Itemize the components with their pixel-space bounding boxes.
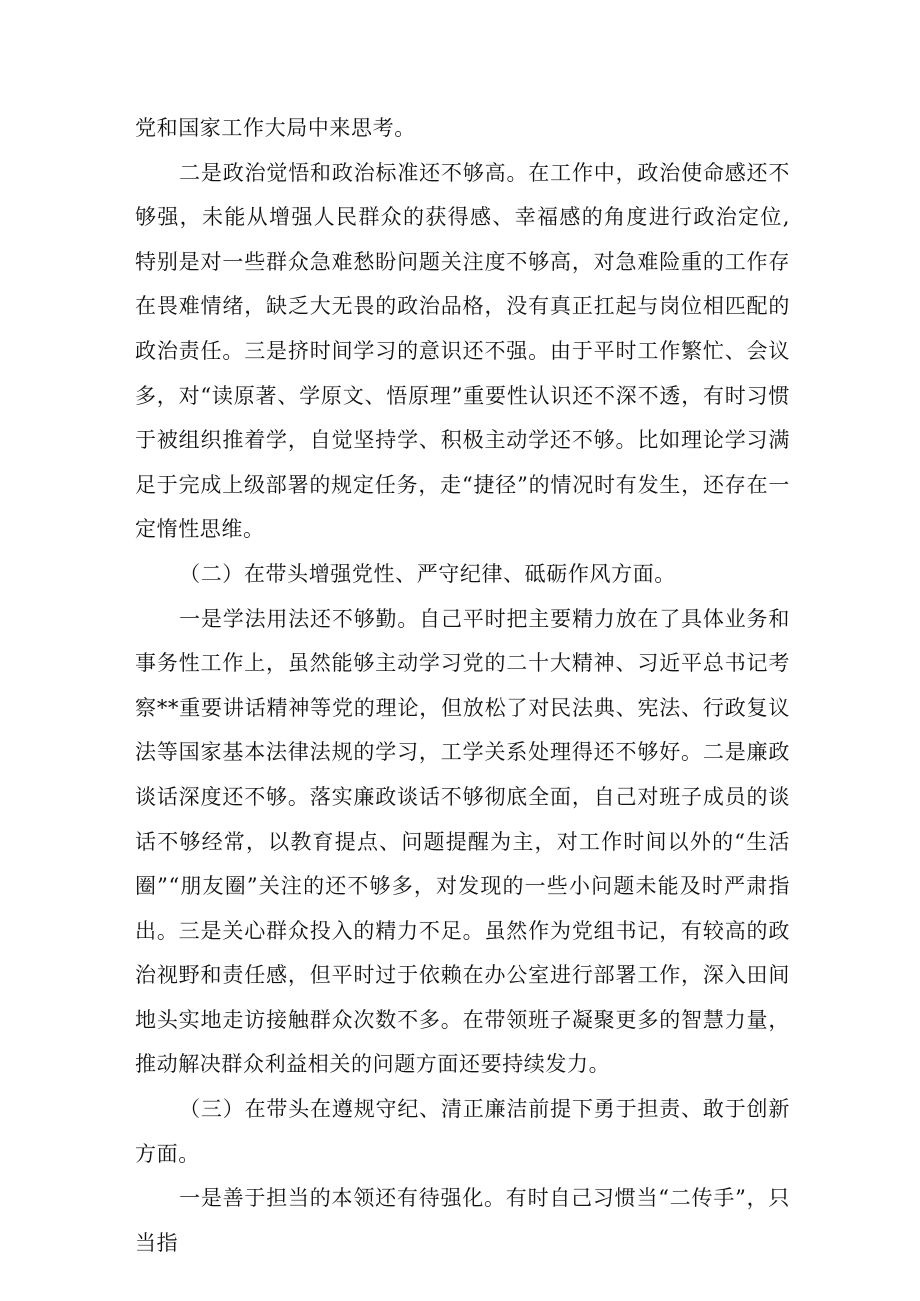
paragraph-responsibility: 一是善于担当的本领还有待强化。有时自己习惯当“二传手”，只当指 [135, 1186, 790, 1255]
paragraph-political-awareness: 二是政治觉悟和政治标准还不够高。在工作中，政治使命感还不够强，未能从增强人民群众的获得感、幸福感的角度进行政治定位,特别是对一些群众急难愁盼问题关注度不够高，对急难险重的工作存在畏难情绪，缺乏大无畏的政治品格，没有真正扛起与岗位相匹配的政治责任。三是挤时间学习的意识还不强。由于平时工作繁忙、会议多，对“读原著、学原文、悟原理”重要性认识还不深不透，有时习惯于被组织推着学，自觉坚持学、积极主动学还不够。比如理论学习满足于完成上级部署的规定任务，走“捷径”的情况时有发生，还存在一定惰性思维。 [135, 160, 790, 542]
section-heading-2: （二）在带头增强党性、严守纪律、砥砺作风方面。 [179, 561, 676, 586]
paragraph-law-study: 一是学法用法还不够勤。自己平时把主要精力放在了具体业务和事务性工作上，虽然能够主动学习党的二十大精神、习近平总书记考察**重要讲话精神等党的理论，但放松了对民法典、宪法、行政复议法等国家基本法律法规的学习，工学关系处理得还不够好。二是廉政谈话深度还不够。落实廉政谈话不够彻底全面，自己对班子成员的谈话不够经常，以教育提点、问题提醒为主，对工作时间以外的“生活圈”“朋友圈”关注的还不够多，对发现的一些小问题未能及时严肃指出。三是关心群众投入的精力不足。虽然作为党组书记，有较高的政治视野和责任感，但平时过于依赖在办公室进行部署工作，深入田间地头实地走访接触群众次数不多。在带领班子凝聚更多的智慧力量，推动解决群众利益相关的问题方面还要持续发力。 [135, 606, 790, 1077]
paragraph-continuation: 党和国家工作大局中来思考。 [135, 116, 416, 140]
section-heading-3: （三）在带头在遵规守纪、清正廉洁前提下勇于担责、敢于创新方面。 [135, 1097, 790, 1166]
document-body [135, 106, 790, 1265]
